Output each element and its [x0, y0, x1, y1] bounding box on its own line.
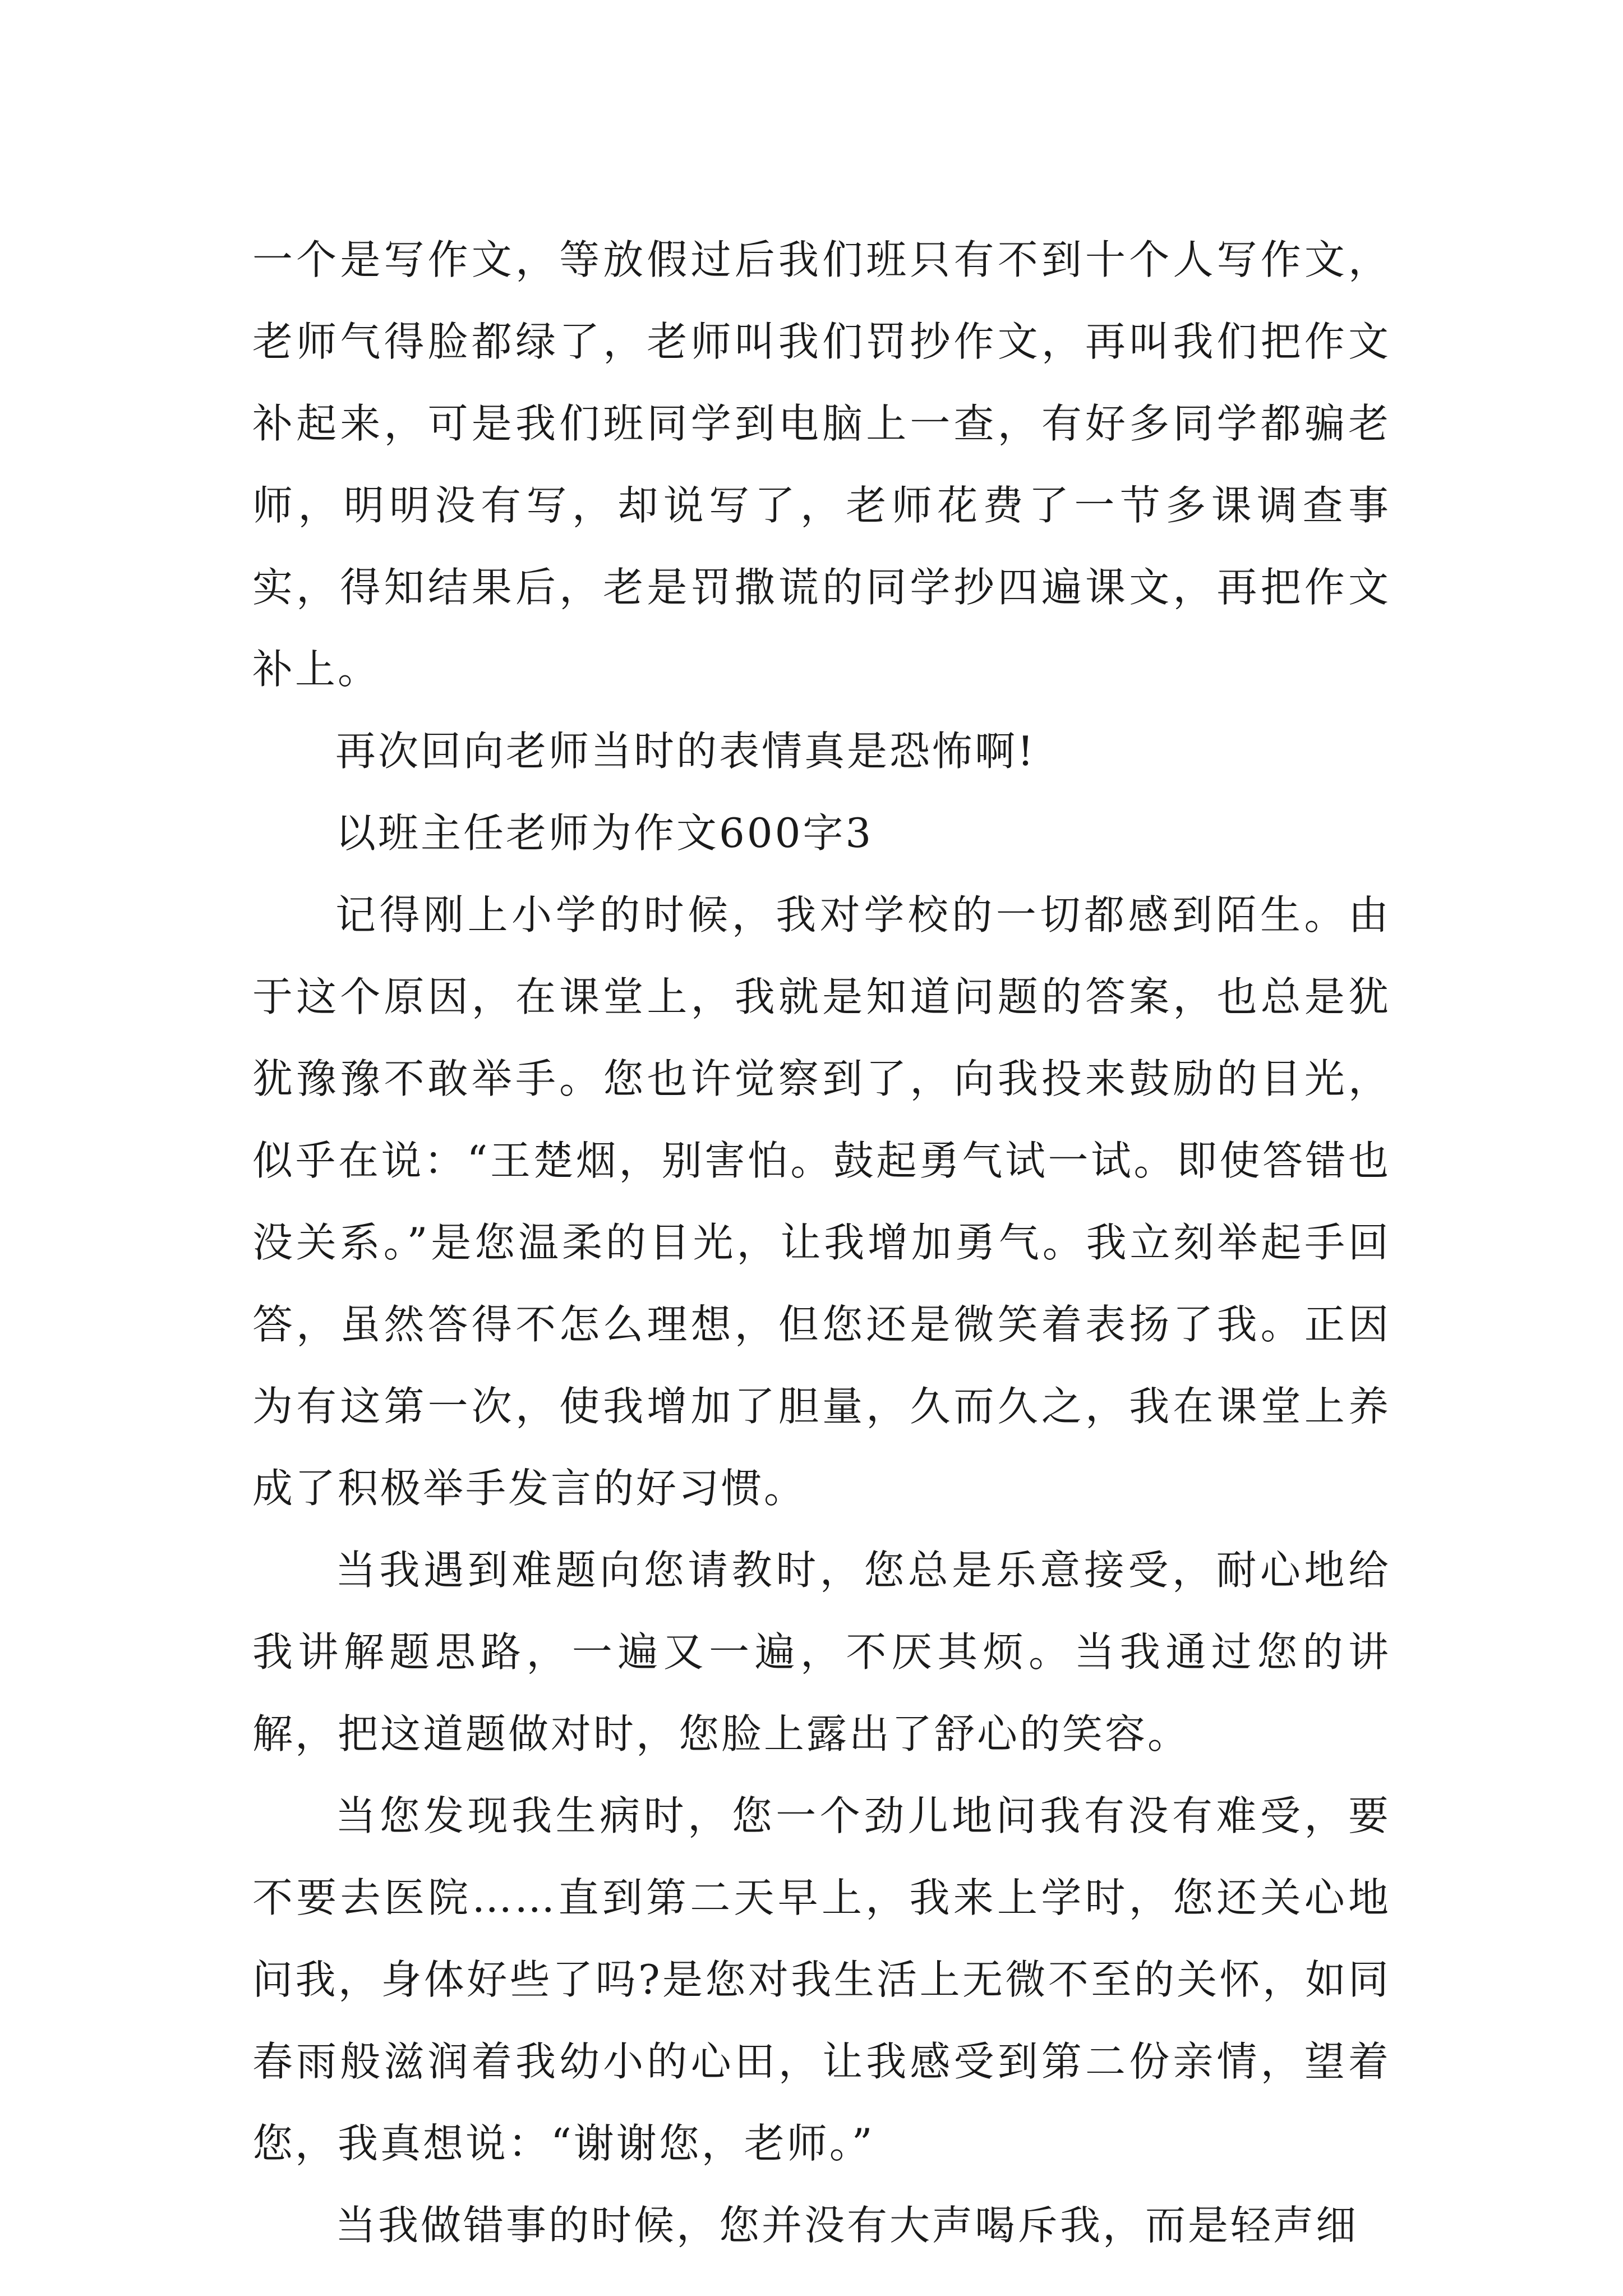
paragraph: 再次回向老师当时的表情真是恐怖啊! [335, 728, 1036, 775]
body-text [252, 219, 1391, 2266]
paragraph: 当您发现我生病时，您一个劲儿地问我有没有难受，要不要去医院……直到第二天早上，我来上学时，您还关心地问我，身体好些了吗?是您对我生活上无微不至的关怀，如同春雨般滋润着我幼小的心田，让我感受到第二份亲情，望着您，我真想说：“谢谢您，老师。” [252, 1792, 1391, 2167]
section-heading: 以班主任老师为作文600字3 [335, 809, 874, 857]
paragraph: 记得刚上小学的时候，我对学校的一切都感到陌生。由于这个原因，在课堂上，我就是知道问题的答案，也总是犹犹豫豫不敢举手。您也许觉察到了，向我投来鼓励的目光，似乎在说：“王楚烟，别害怕。鼓起勇气试一试。即使答错也没关系。”是您温柔的目光，让我增加勇气。我立刻举起手回答，虽然答得不怎么理想，但您还是微笑着表扬了我。正因为有这第一次，使我增加了胆量，久而久之，我在课堂上养成了积极举手发言的好习惯。 [252, 891, 1391, 1512]
paragraph: 当我遇到难题向您请教时，您总是乐意接受，耐心地给我讲解题思路，一遍又一遍，不厌其烦。当我通过您的讲解，把这道题做对时，您脸上露出了舒心的笑容。 [252, 1547, 1391, 1757]
paragraph: 一个是写作文，等放假过后我们班只有不到十个人写作文，老师气得脸都绿了，老师叫我们罚抄作文，再叫我们把作文补起来，可是我们班同学到电脑上一查，有好多同学都骗老师，明明没有写，却说写了，老师花费了一节多课调查事实，得知结果后，老是罚撒谎的同学抄四遍课文，再把作文补上。 [252, 236, 1391, 693]
paragraph: 当我做错事的时候，您并没有大声喝斥我，而是轻声细 [335, 2202, 1359, 2249]
